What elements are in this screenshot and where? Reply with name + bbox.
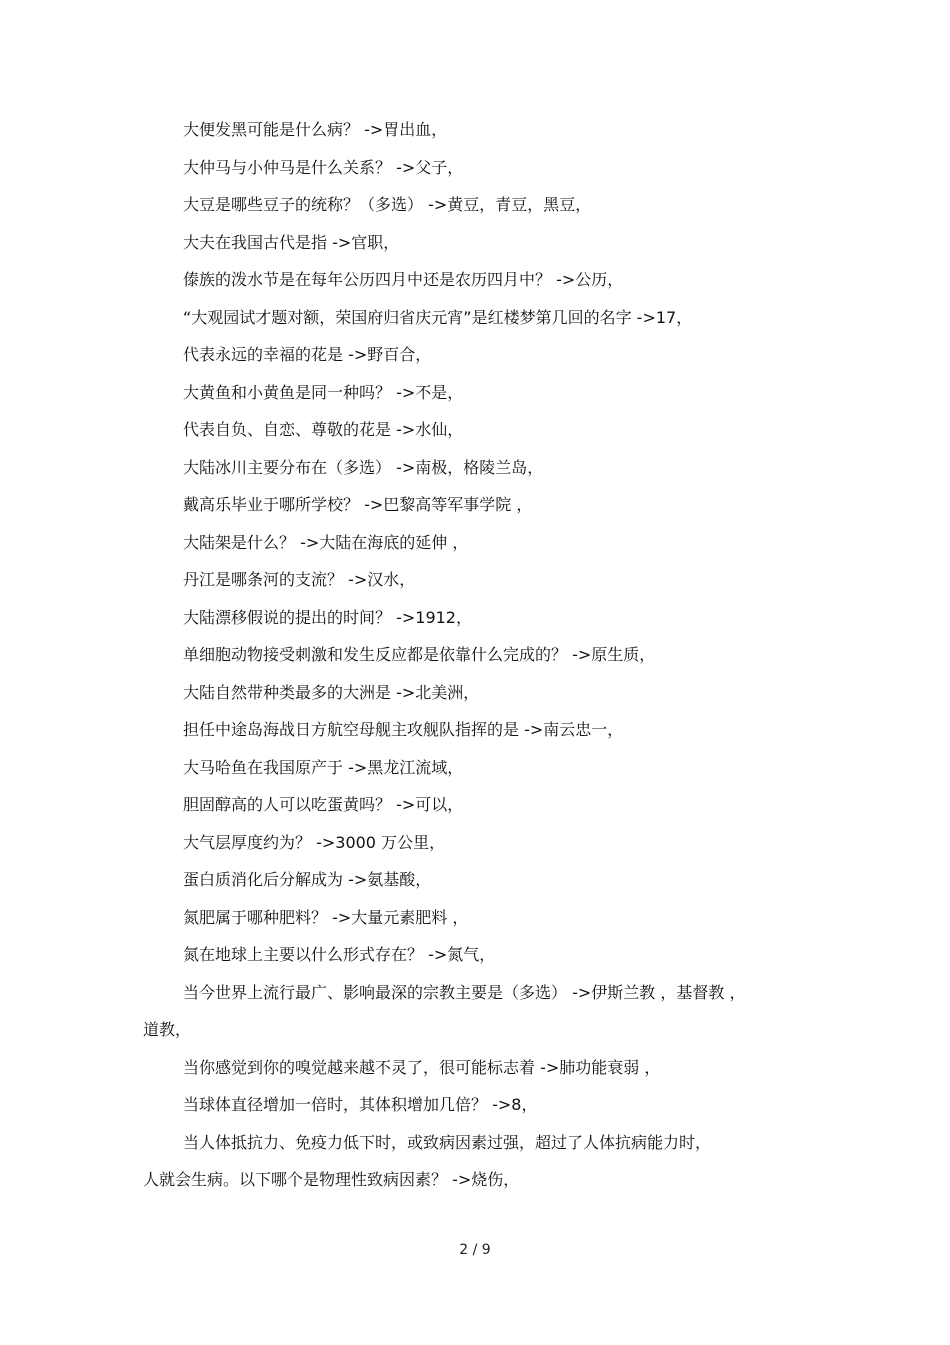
- text-line: 氮在地球上主要以什么形式存在？ ->氮气，: [183, 945, 496, 964]
- page-number: 2 / 9: [459, 1242, 491, 1258]
- text-line: 胆固醇高的人可以吃蛋黄吗？ ->可以，: [183, 795, 464, 814]
- text-line: 大黄鱼和小黄鱼是同一种吗？ ->不是，: [183, 382, 464, 402]
- text-line: 大豆是哪些豆子的统称？（多选） ->黄豆，青豆，黑豆，: [183, 195, 592, 214]
- text-line: 氮肥属于哪种肥料？ ->大量元素肥料 ，: [183, 907, 469, 927]
- text-line: “大观园试才题对额，荣国府归省庆元宵”是红楼梦第几回的名字 ->17，: [183, 307, 693, 327]
- text-line: 丹江是哪条河的支流？ ->汉水，: [183, 570, 416, 589]
- text-line: 当今世界上流行最广、影响最深的宗教主要是（多选） ->伊斯兰教 ，基督教 ，: [183, 982, 746, 1002]
- text-line: 代表自负、自恋、尊敬的花是 ->水仙，: [183, 420, 464, 439]
- text-line: 傣族的泼水节是在每年公历四月中还是农历四月中？ ->公历，: [183, 270, 624, 289]
- text-line: 单细胞动物接受刺激和发生反应都是依靠什么完成的？ ->原生质，: [183, 645, 656, 664]
- text-line: 蛋白质消化后分解成为 ->氨基酸，: [183, 870, 432, 889]
- text-line-continuation: 人就会生病。以下哪个是物理性致病因素？ ->烧伤，: [143, 1170, 520, 1189]
- text-line: 大陆冰川主要分布在（多选） ->南极，格陵兰岛，: [183, 457, 544, 477]
- text-line: 大便发黑可能是什么病？ ->胃出血，: [183, 120, 448, 139]
- text-line: 担任中途岛海战日方航空母舰主攻舰队指挥的是 ->南云忠一，: [183, 720, 624, 739]
- text-line: 当球体直径增加一倍时，其体积增加几倍？ ->8，: [183, 1095, 538, 1114]
- text-line: 大陆自然带种类最多的大洲是 ->北美洲，: [183, 682, 480, 702]
- text-line: 大马哈鱼在我国原产于 ->黑龙江流域，: [183, 757, 464, 777]
- text-line: 当人体抵抗力、免疫力低下时，或致病因素过强，超过了人体抗病能力时，: [183, 1132, 712, 1152]
- text-line: 大夫在我国古代是指 ->官职，: [183, 232, 400, 252]
- text-line: 大陆漂移假说的提出的时间？ ->1912，: [183, 607, 472, 627]
- text-line-continuation: 道教，: [143, 1020, 192, 1039]
- text-line: 大陆架是什么？ ->大陆在海底的延伸 ，: [183, 532, 469, 552]
- text-line: 大仲马与小仲马是什么关系？ ->父子，: [183, 157, 464, 177]
- document-body: [143, 120, 823, 1208]
- text-line: 戴高乐毕业于哪所学校？ ->巴黎高等军事学院 ，: [183, 495, 533, 514]
- text-line: 大气层厚度约为？ ->3000 万公里，: [183, 832, 446, 852]
- text-line: 代表永远的幸福的花是 ->野百合，: [183, 345, 432, 364]
- text-line: 当你感觉到你的嗅觉越来越不灵了，很可能标志着 ->肺功能衰弱 ，: [183, 1057, 661, 1077]
